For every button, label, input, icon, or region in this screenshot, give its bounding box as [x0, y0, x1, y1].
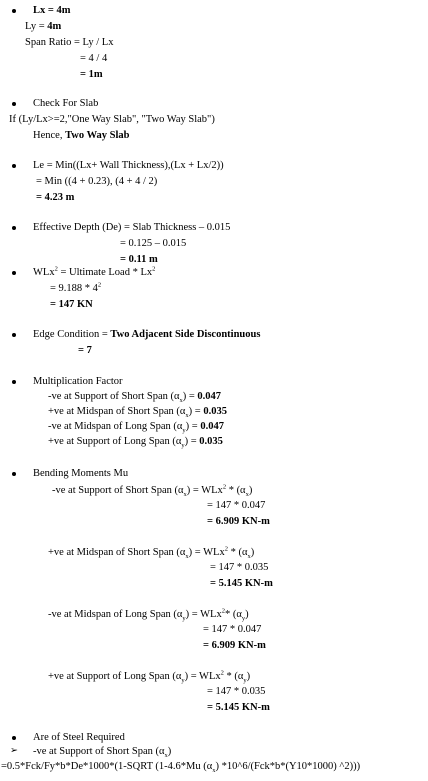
mf-item-neg-support-short: -ve at Support of Short Span $(\alpha_x) = 0.047$ [48, 391, 222, 405]
bm-neg-support-short-formula: -ve at Support of Short Span $(\alpha_x) = WLx^2 * (\alpha_x)$ [52, 483, 253, 499]
span-ratio-calc: = 4 / 4 [80, 53, 108, 64]
mf-item-pos-support-long: +ve at Support of Long Span $(\alpha_y) = 0.035$ [48, 436, 223, 450]
ultimate-load-calc: = $9.188 * 4^2$ [50, 281, 102, 294]
bm-pos-support-long-formula: +ve at Support of Long Span $(\alpha_y) = WLx^2 * (\alpha_y)$ [48, 669, 251, 685]
bm-pos-support-long-result: = 5.145 KN-m [207, 702, 270, 713]
mf-item-pos-midspan-short: +ve at Midspan of Short Span $(\alpha_x) = 0.035$ [48, 406, 227, 420]
steel-heading: Are of Steel Required [33, 732, 125, 743]
effective-length-formula: Le = Min((Lx+ Wall Thickness),(Lx + Lx/2)) [33, 160, 224, 171]
ly-line [25, 22, 61, 33]
bm-neg-support-short-result: = 6.909 KN-m [207, 516, 270, 527]
bullet [12, 102, 16, 106]
ly-value: 4m [47, 21, 62, 32]
bullet [12, 226, 16, 230]
effective-length-calc: = Min ((4 + 0.23), (4 + 4 / 2) [36, 176, 158, 187]
ly-label: Ly = [25, 21, 48, 32]
slab-type-value: Two Way Slab [65, 130, 130, 141]
bm-neg-support-short-calc: = 147 * 0.047 [207, 500, 266, 511]
bm-pos-midspan-short-formula: +ve at Midspan of Short Span $(\alpha_x) = WLx^2 * (\alpha_x)$ [48, 545, 255, 561]
ultimate-load-formula: WLx$^2$ = Ultimate Load * Lx$^2$ [33, 265, 156, 278]
edge-condition-result: = 7 [78, 345, 92, 356]
span-ratio-formula: Span Ratio = Ly / Lx [25, 37, 114, 48]
bending-moments-heading: Bending Moments Mu [33, 468, 129, 479]
bm-neg-midspan-long-formula: -ve at Midspan of Long Span $(\alpha_y) = WLx^2*$ $(\alpha_y)$ [48, 607, 249, 623]
arrow-bullet-icon: ➢ [10, 745, 18, 756]
bm-pos-support-long-calc: = 147 * 0.035 [207, 686, 266, 697]
bullet [12, 333, 16, 337]
steel-sub-heading: -ve at Support of Short Span $(\alpha_x)$ [33, 746, 172, 760]
lx-line: Lx = 4m [33, 5, 71, 16]
bullet [12, 736, 16, 740]
mf-item-neg-midspan-long: -ve at Midspan of Long Span $(\alpha_y) = 0.047$ [48, 421, 224, 435]
effective-length-result: = 4.23 m [36, 192, 75, 203]
slab-check-heading: Check For Slab [33, 98, 99, 109]
bullet [12, 380, 16, 384]
bm-neg-midspan-long-calc: = 147 * 0.047 [203, 624, 262, 635]
edge-condition-line: Edge Condition = Two Adjacent Side Discontinuous [33, 329, 261, 340]
steel-formula: =0.5*Fck/Fy*b*De*1000*(1-SQRT (1-4.6*Mu $(\alpha_x)$ *10^6/(Fck*b*(Y10*1000) ^2))) [1, 761, 361, 775]
bullet [12, 164, 16, 168]
slab-type-line [33, 131, 129, 142]
bullet [12, 9, 16, 13]
span-ratio-result: = 1m [80, 69, 103, 80]
edge-condition-value: Two Adjacent Side Discontinuous [110, 329, 261, 340]
hence-prefix: Hence, [33, 130, 66, 141]
bullet [12, 472, 16, 476]
bullet [12, 271, 16, 275]
slab-check-formula: If (Ly/Lx>=2,"One Way Slab", "Two Way Slab") [9, 114, 215, 125]
multiplication-factor-heading: Multiplication Factor [33, 376, 123, 387]
effective-depth-calc: = 0.125 – 0.015 [120, 238, 187, 249]
effective-depth-formula: Effective Depth (De) = Slab Thickness – 0.015 [33, 222, 231, 233]
bm-pos-midspan-short-calc: = 147 * 0.035 [210, 562, 269, 573]
bm-pos-midspan-short-result: = 5.145 KN-m [210, 578, 273, 589]
bm-neg-midspan-long-result: = 6.909 KN-m [203, 640, 266, 651]
ultimate-load-result: = 147 KN [50, 299, 93, 310]
effective-depth-result: = 0.11 m [120, 254, 158, 265]
